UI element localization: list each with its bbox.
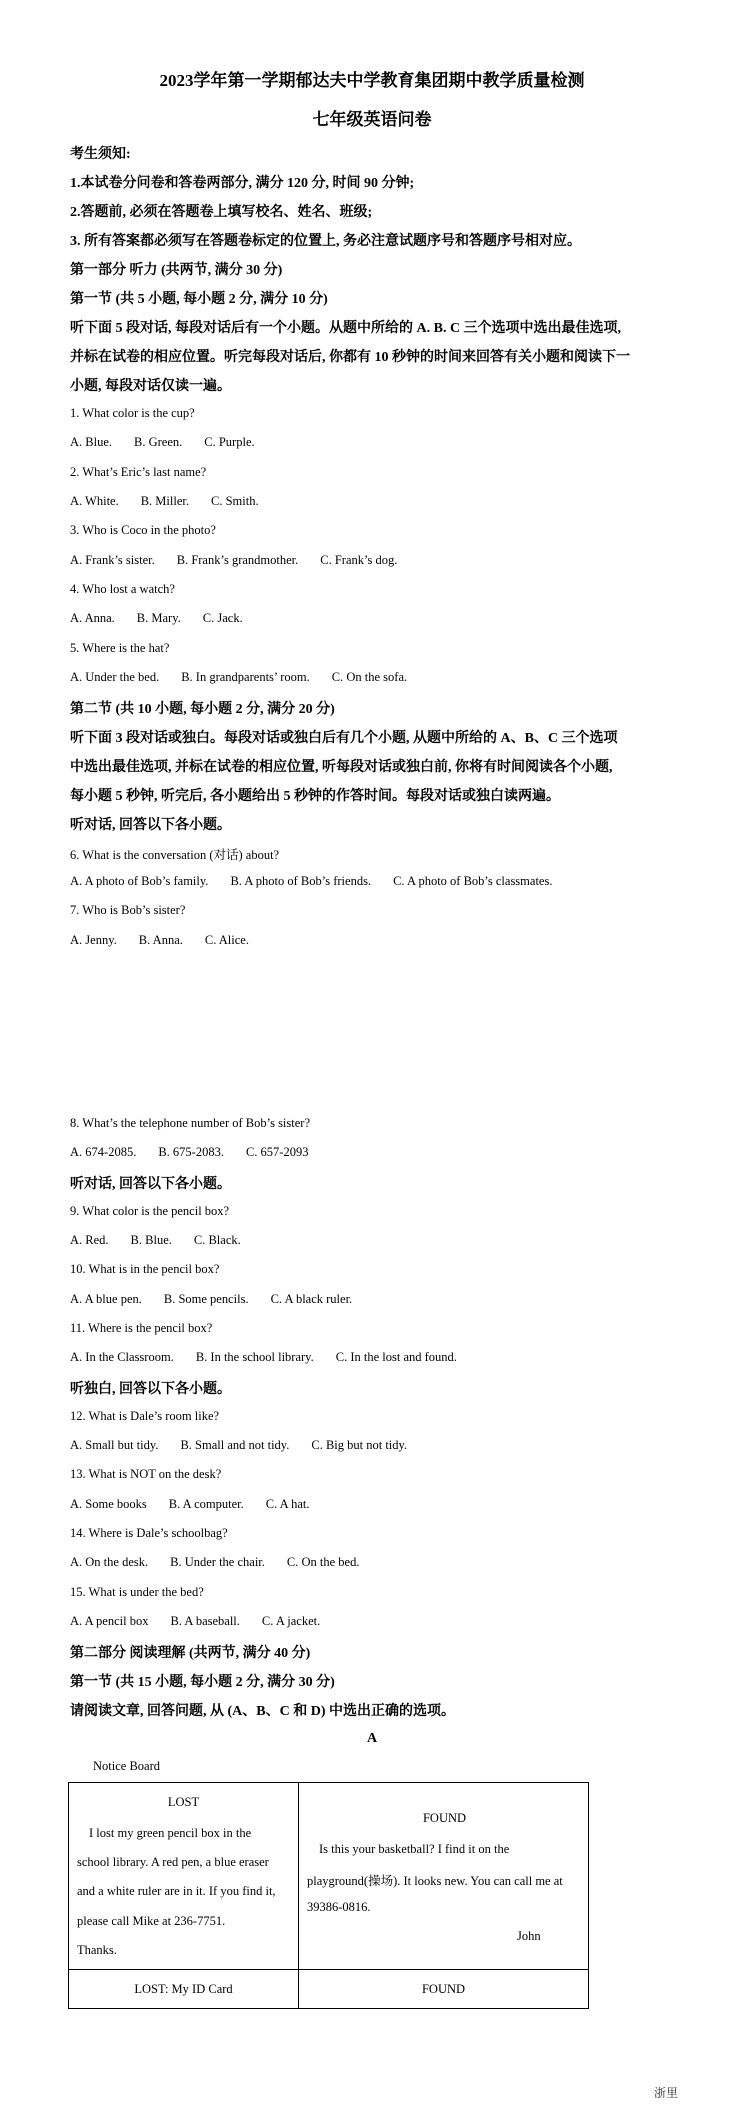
option: B. Anna. xyxy=(138,933,183,947)
option: B. Miller. xyxy=(140,494,189,508)
option: B. Mary. xyxy=(136,611,181,625)
option: A. Frank’s sister. xyxy=(70,553,155,567)
option: B. Green. xyxy=(134,435,183,449)
option: A. Blue. xyxy=(70,435,113,449)
option: B. Small and not tidy. xyxy=(180,1438,290,1452)
question-9: 9. What color is the pencil box? xyxy=(70,1204,230,1218)
options-3 xyxy=(70,553,419,568)
option: C. Black. xyxy=(193,1233,241,1247)
part2-section1-heading: 第一节 (共 15 小题, 每小题 2 分, 满分 30 分) xyxy=(70,1675,335,1690)
options-7 xyxy=(70,933,271,948)
question-8: 8. What’s the telephone number of Bob’s sister? xyxy=(70,1116,310,1130)
option: B. In grandparents’ room. xyxy=(181,670,310,684)
option: C. Alice. xyxy=(204,933,249,947)
options-5 xyxy=(70,670,429,685)
option: C. A photo of Bob’s classmates. xyxy=(393,874,553,888)
part1-heading: 第一部分 听力 (共两节, 满分 30 分) xyxy=(70,263,283,278)
option: A. Jenny. xyxy=(70,933,117,947)
option: B. A computer. xyxy=(168,1497,244,1511)
found-signature: John xyxy=(517,1929,541,1943)
option: B. Frank’s grandmother. xyxy=(176,553,299,567)
option: A. White. xyxy=(70,494,119,508)
notice-board-label: Notice Board xyxy=(93,1759,160,1773)
option: C. In the lost and found. xyxy=(335,1350,457,1364)
exam-title: 2023学年第一学期郁达夫中学教育集团期中教学质量检测 xyxy=(159,71,585,90)
option: A. On the desk. xyxy=(70,1555,149,1569)
option: C. Frank’s dog. xyxy=(320,553,398,567)
question-6: 6. What is the conversation (对话) about? xyxy=(70,848,280,862)
lost-id-card-notice: LOST: My ID Card xyxy=(69,1970,299,2009)
option: B. A baseball. xyxy=(170,1614,240,1628)
options-13 xyxy=(70,1497,332,1512)
section2-directions: 中选出最佳选项, 并标在试卷的相应位置, 听每段对话或独白前, 你将有时间阅读各个小题, xyxy=(70,760,613,775)
passage-label: A xyxy=(366,1731,378,1746)
option: B. A photo of Bob’s friends. xyxy=(230,874,372,888)
part2-heading: 第二部分 阅读理解 (共两节, 满分 40 分) xyxy=(70,1646,311,1661)
option: A. In the Classroom. xyxy=(70,1350,174,1364)
option: C. Big but not tidy. xyxy=(311,1438,408,1452)
option: B. In the school library. xyxy=(195,1350,314,1364)
found-line: playground(操场). It looks new. You can call me at xyxy=(307,1874,563,1888)
question-1: 1. What color is the cup? xyxy=(70,406,195,420)
found-line: 39386-0816. xyxy=(307,1900,371,1914)
option: A. Red. xyxy=(70,1233,109,1247)
group-label: 听独白, 回答以下各小题。 xyxy=(70,1382,231,1397)
section2-heading: 第二节 (共 10 小题, 每小题 2 分, 满分 20 分) xyxy=(70,702,335,717)
section1-directions: 听下面 5 段对话, 每段对话后有一个小题。从题中所给的 A. B. C 三个选项中选出最佳选项, xyxy=(70,321,622,336)
option: C. A jacket. xyxy=(261,1614,321,1628)
option: A. Small but tidy. xyxy=(70,1438,159,1452)
option: C. Smith. xyxy=(211,494,259,508)
option: B. Under the chair. xyxy=(170,1555,265,1569)
found-notice-2: FOUND xyxy=(299,1970,589,2009)
question-12: 12. What is Dale’s room like? xyxy=(70,1409,220,1423)
group-label: 听对话, 回答以下各小题。 xyxy=(70,1177,231,1192)
lost-line: Thanks. xyxy=(77,1943,117,1957)
options-14 xyxy=(70,1555,381,1570)
found-notice xyxy=(299,1783,589,1970)
option: A. Under the bed. xyxy=(70,670,160,684)
option: A. Some books xyxy=(70,1497,147,1511)
question-13: 13. What is NOT on the desk? xyxy=(70,1467,222,1481)
section2-directions: 每小题 5 秒钟, 听完后, 各小题给出 5 秒钟的作答时间。每段对话或独白读两遍。 xyxy=(70,789,560,804)
options-15 xyxy=(70,1614,342,1629)
found-line: Is this your basketball? I find it on the xyxy=(319,1842,510,1856)
question-15: 15. What is under the bed? xyxy=(70,1585,204,1599)
notice-board-table xyxy=(68,1782,589,2009)
option: A. A pencil box xyxy=(70,1614,149,1628)
instruction-item: 1.本试卷分问卷和答卷两部分, 满分 120 分, 时间 90 分钟; xyxy=(70,176,415,191)
lost-line: school library. A red pen, a blue eraser xyxy=(77,1855,269,1869)
question-7: 7. Who is Bob’s sister? xyxy=(70,903,186,917)
option: A. Anna. xyxy=(70,611,115,625)
option: C. On the bed. xyxy=(286,1555,360,1569)
option: C. On the sofa. xyxy=(331,670,408,684)
section1-directions: 小题, 每段对话仅读一遍。 xyxy=(70,379,231,394)
option: C. 657-2093 xyxy=(245,1145,309,1159)
options-1 xyxy=(70,435,277,450)
section1-heading: 第一节 (共 5 小题, 每小题 2 分, 满分 10 分) xyxy=(70,292,328,307)
question-5: 5. Where is the hat? xyxy=(70,641,170,655)
options-6 xyxy=(70,874,574,889)
options-11 xyxy=(70,1350,479,1365)
instruction-item: 2.答题前, 必须在答题卷上填写校名、姓名、班级; xyxy=(70,205,373,220)
group-label: 听对话, 回答以下各小题。 xyxy=(70,818,231,833)
option: C. Jack. xyxy=(202,611,243,625)
options-9 xyxy=(70,1233,263,1248)
footer-text: 浙里 xyxy=(653,2086,678,2100)
question-3: 3. Who is Coco in the photo? xyxy=(70,523,216,537)
part2-directions: 请阅读文章, 回答问题, 从 (A、B、C 和 D) 中选出正确的选项。 xyxy=(70,1704,455,1719)
option: C. A hat. xyxy=(265,1497,310,1511)
instruction-item: 3. 所有答案都必须写在答题卷标定的位置上, 务必注意试题序号和答题序号相对应。 xyxy=(70,234,581,249)
option: C. A black ruler. xyxy=(270,1292,353,1306)
question-2: 2. What’s Eric’s last name? xyxy=(70,465,207,479)
options-4 xyxy=(70,611,265,626)
options-8 xyxy=(70,1145,330,1160)
instructions-heading: 考生须知: xyxy=(70,147,131,162)
option: B. 675-2083. xyxy=(158,1145,224,1159)
option: A. A photo of Bob’s family. xyxy=(70,874,209,888)
lost-notice xyxy=(69,1783,299,1970)
options-10 xyxy=(70,1292,374,1307)
option: A. 674-2085. xyxy=(70,1145,137,1159)
question-11: 11. Where is the pencil box? xyxy=(70,1321,213,1335)
question-14: 14. Where is Dale’s schoolbag? xyxy=(70,1526,228,1540)
option: B. Blue. xyxy=(130,1233,172,1247)
question-10: 10. What is in the pencil box? xyxy=(70,1262,220,1276)
section2-directions: 听下面 3 段对话或独白。每段对话或独白后有几个小题, 从题中所给的 A、B、C 三个选项 xyxy=(70,731,618,746)
exam-subtitle: 七年级英语问卷 xyxy=(312,110,432,129)
found-heading: FOUND xyxy=(422,1811,467,1825)
lost-line: please call Mike at 236-7751. xyxy=(77,1914,226,1928)
option: B. Some pencils. xyxy=(163,1292,249,1306)
options-2 xyxy=(70,494,281,509)
option: A. A blue pen. xyxy=(70,1292,142,1306)
lost-heading: LOST xyxy=(167,1795,200,1809)
option: C. Purple. xyxy=(204,435,255,449)
options-12 xyxy=(70,1438,429,1453)
lost-line: I lost my green pencil box in the xyxy=(89,1826,252,1840)
section1-directions: 并标在试卷的相应位置。听完每段对话后, 你都有 10 秒钟的时间来回答有关小题和阅读下一 xyxy=(70,350,630,365)
question-4: 4. Who lost a watch? xyxy=(70,582,175,596)
lost-line: and a white ruler are in it. If you find it, xyxy=(77,1884,276,1898)
